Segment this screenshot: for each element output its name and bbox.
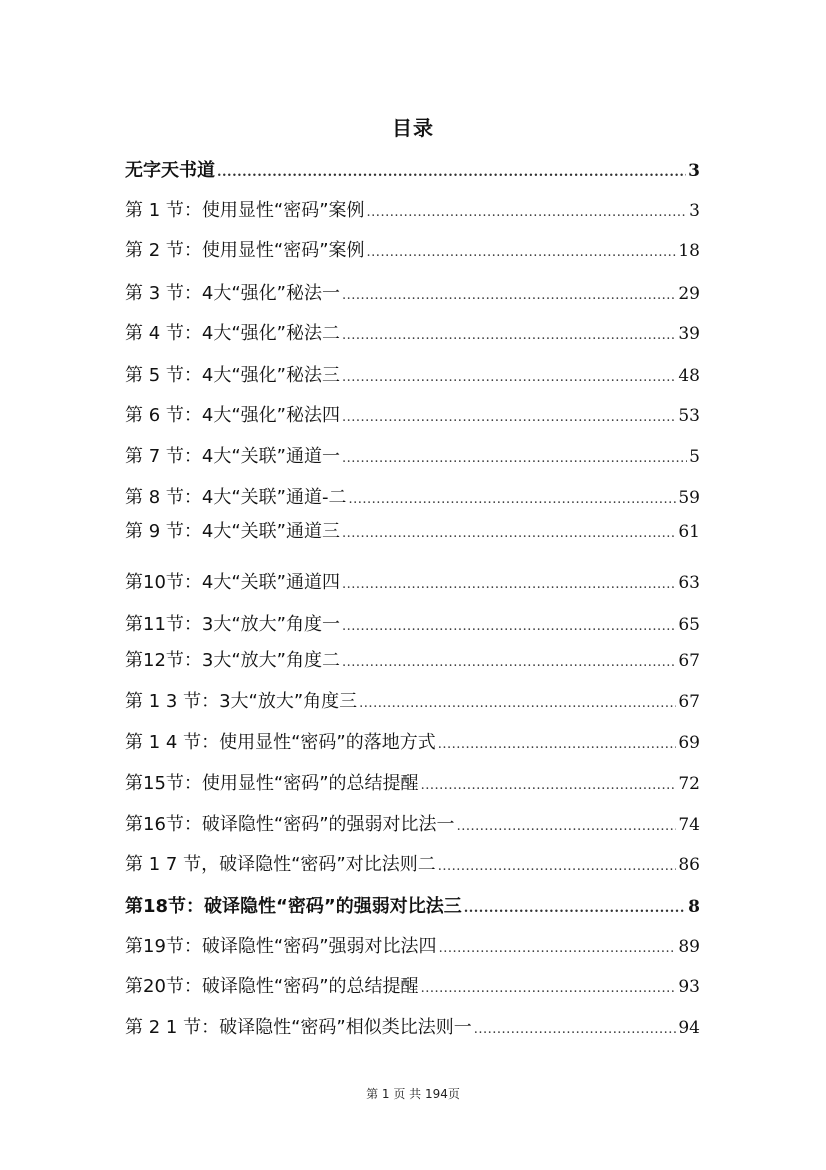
toc-entry-label: 第 1 节：使用显性“密码”案例	[125, 200, 365, 221]
dot-leader	[342, 576, 676, 594]
toc-entry[interactable]	[125, 687, 700, 713]
toc-entry-page: 18	[678, 241, 700, 261]
toc-entry-page: 67	[678, 692, 700, 712]
toc-entry-page: 65	[678, 615, 700, 635]
toc-entry[interactable]	[125, 401, 700, 427]
toc-entry-label: 第 6 节：4大“强化”秘法四	[125, 405, 340, 426]
dot-leader	[342, 287, 676, 305]
toc-entry[interactable]	[125, 156, 700, 182]
toc-entry-page: 59	[678, 488, 700, 508]
toc-entry-page: 8	[688, 897, 700, 917]
toc-entry[interactable]	[125, 196, 700, 222]
toc-entry-page: 72	[678, 774, 700, 794]
toc-entry[interactable]	[125, 728, 700, 754]
toc-entry-label: 第 1 3 节：3大“放大”角度三	[125, 691, 358, 712]
toc-entry-label: 第 2 1 节：破译隐性“密码”相似类比法则一	[125, 1017, 472, 1038]
toc-title: 目录	[392, 116, 434, 140]
dot-leader	[438, 736, 677, 754]
dot-leader	[342, 525, 676, 543]
toc-entry-label: 第 4 节：4大“强化”秘法二	[125, 323, 340, 344]
page-footer: 第 1 页 共 194页	[366, 1087, 460, 1101]
toc-entry-label: 第12节：3大“放大”角度二	[125, 650, 341, 671]
toc-entry-page: 3	[688, 161, 700, 181]
toc-entry[interactable]	[125, 236, 700, 262]
toc-entry-label: 第 2 节：使用显性“密码”案例	[125, 240, 365, 261]
toc-entry-label: 第19节：破译隐性“密码”强弱对比法四	[125, 936, 437, 957]
toc-entry[interactable]	[125, 972, 700, 998]
toc-entry-label: 第 7 节：4大“关联”通道一	[125, 446, 340, 467]
toc-entry-label: 第 9 节：4大“关联”通道三	[125, 521, 340, 542]
toc-entry-page: 94	[678, 1018, 700, 1038]
dot-leader	[474, 1021, 677, 1039]
toc-entry-page: 3	[689, 201, 700, 221]
dot-leader	[217, 164, 686, 182]
toc-entry-label: 第20节：破译隐性“密码”的总结提醒	[125, 976, 419, 997]
dot-leader	[438, 858, 677, 876]
toc-entry[interactable]	[125, 610, 700, 636]
toc-entry[interactable]	[125, 517, 700, 543]
dot-leader	[342, 409, 676, 427]
dot-leader	[464, 900, 686, 918]
toc-entry-label: 第15节：使用显性“密码”的总结提醒	[125, 773, 419, 794]
toc-entry-label: 无字天书道	[125, 160, 215, 181]
dot-leader	[349, 491, 677, 509]
toc-entry[interactable]	[125, 646, 700, 672]
dot-leader	[439, 940, 677, 958]
toc-entry-label: 第18节：破译隐性“密码”的强弱对比法三	[125, 896, 462, 917]
toc-entry-page: 67	[678, 651, 700, 671]
toc-entry[interactable]	[125, 892, 700, 918]
dot-leader	[421, 980, 677, 998]
toc-entry[interactable]	[125, 769, 700, 795]
toc-entry-page: 74	[678, 815, 700, 835]
toc-entry-label: 第16节：破译隐性“密码”的强弱对比法一	[125, 814, 455, 835]
toc-entry-page: 93	[678, 977, 700, 997]
toc-entry[interactable]	[125, 810, 700, 836]
dot-leader	[342, 654, 676, 672]
toc-entry[interactable]	[125, 1013, 700, 1039]
toc-entry[interactable]	[125, 932, 700, 958]
dot-leader	[421, 777, 677, 795]
toc-entry[interactable]	[125, 361, 700, 387]
dot-leader	[367, 204, 688, 222]
dot-leader	[457, 818, 677, 836]
toc-entry-page: 48	[678, 366, 700, 386]
toc-entry-label: 第11节：3大“放大”角度一	[125, 614, 341, 635]
dot-leader	[359, 695, 676, 713]
toc-entry-page: 39	[678, 324, 700, 344]
toc-entry-page: 86	[678, 855, 700, 875]
toc-entry-page: 29	[678, 284, 700, 304]
toc-entry-page: 69	[678, 733, 700, 753]
toc-entry-label: 第 8 节：4大“关联”通道-二	[125, 487, 347, 508]
toc-entry-page: 89	[678, 937, 700, 957]
dot-leader	[342, 327, 676, 345]
toc-entry-label: 第 1 7 节，破译隐性“密码”对比法则二	[125, 854, 436, 875]
toc-entry-page: 53	[678, 406, 700, 426]
toc-entry-label: 第10节：4大“关联”通道四	[125, 572, 341, 593]
toc-entry-label: 第 5 节：4大“强化”秘法三	[125, 365, 340, 386]
toc-entry-page: 61	[678, 522, 700, 542]
toc-entry[interactable]	[125, 483, 700, 509]
toc-entry[interactable]	[125, 850, 700, 876]
toc-entry[interactable]	[125, 568, 700, 594]
toc-entry[interactable]	[125, 279, 700, 305]
toc-entry-page: 5	[689, 447, 700, 467]
toc-entry-label: 第 3 节：4大“强化”秘法一	[125, 283, 340, 304]
dot-leader	[342, 450, 687, 468]
toc-entry-page: 63	[678, 573, 700, 593]
toc-entry-label: 第 1 4 节：使用显性“密码”的落地方式	[125, 732, 436, 753]
toc-entry[interactable]	[125, 319, 700, 345]
toc-entry[interactable]	[125, 442, 700, 468]
dot-leader	[367, 244, 677, 262]
dot-leader	[342, 369, 676, 387]
dot-leader	[342, 618, 676, 636]
